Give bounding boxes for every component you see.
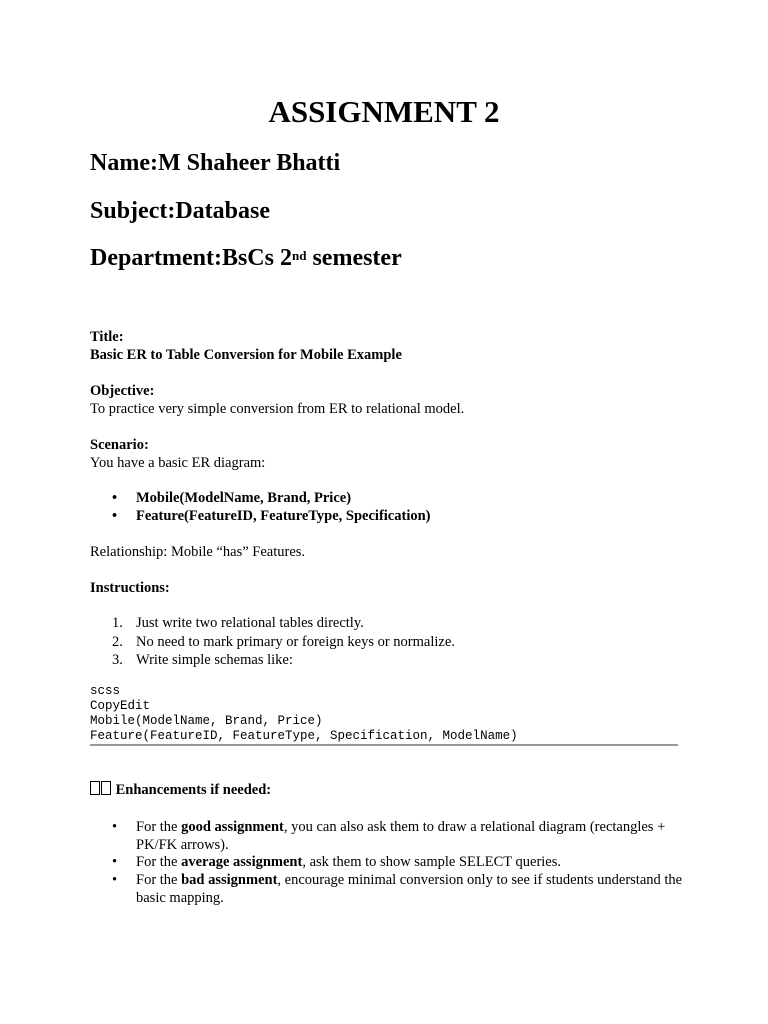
code-line-lang: scss [90, 684, 121, 698]
enhancement-suffix: , encourage minimal conversion only to see if students understand the basic mapping. [136, 872, 683, 906]
enhancement-suffix: , you can also ask them to draw a relational diagram (rectangles + PK/FK arrows). [136, 819, 666, 853]
title-value: Basic ER to Table Conversion for Mobile Example [90, 347, 402, 363]
code-line-mobile: Mobile(ModelName, Brand, Price) [90, 714, 323, 728]
bullet-icon: • [112, 508, 118, 524]
department-superscript: nd [291, 248, 307, 263]
enhancement-prefix: For the [136, 872, 182, 888]
enhancement-suffix: , ask them to show sample SELECT queries. [302, 854, 562, 870]
enhancement-text [136, 853, 692, 871]
relationship-text: Relationship: Mobile “has” Features. [90, 544, 306, 560]
department-semester: semester [306, 245, 402, 271]
entity-mobile: Mobile(ModelName, Brand, Price) [136, 490, 352, 506]
scenario-text: You have a basic ER diagram: [90, 455, 266, 471]
objective-label: Objective: [90, 383, 155, 399]
bullet-icon: • [112, 819, 118, 835]
enhancement-emphasis: average assignment [181, 854, 303, 870]
objective-text: To practice very simple conversion from ER to relational model. [90, 401, 465, 417]
department-line [90, 243, 402, 273]
scenario-label: Scenario: [90, 437, 149, 453]
bullet-icon: • [112, 854, 118, 870]
missing-glyph-icon [90, 782, 112, 798]
list-number: 2. [112, 634, 123, 650]
department-text: Department:BsCs 2 [90, 245, 292, 271]
enhancement-prefix: For the [136, 819, 182, 835]
code-line-copy: CopyEdit [90, 699, 151, 713]
entity-feature: Feature(FeatureID, FeatureType, Specification) [136, 508, 431, 524]
code-divider [90, 744, 678, 746]
student-name: Name:M Shaheer Bhatti [90, 150, 341, 176]
enhancement-text [136, 871, 692, 907]
list-number: 3. [112, 652, 123, 668]
enhancement-emphasis: bad assignment [181, 872, 278, 888]
instruction-text: Write simple schemas like: [136, 652, 293, 668]
instruction-text: Just write two relational tables directly. [136, 615, 364, 631]
enhancement-emphasis: good assignment [181, 819, 284, 835]
code-line-feature: Feature(FeatureID, FeatureType, Specification, ModelName) [90, 729, 518, 743]
page-title: ASSIGNMENT 2 [268, 94, 500, 129]
bullet-icon: • [112, 872, 118, 888]
instruction-text: No need to mark primary or foreign keys or normalize. [136, 634, 455, 650]
title-label: Title: [90, 329, 124, 345]
enhancement-prefix: For the [136, 854, 182, 870]
instructions-label: Instructions: [90, 580, 170, 596]
enhancements-heading [90, 781, 271, 799]
enhancements-label: Enhancements if needed: [115, 782, 272, 798]
subject-line: Subject:Database [90, 198, 270, 224]
list-number: 1. [112, 615, 123, 631]
enhancement-text [136, 818, 692, 854]
bullet-icon: • [112, 490, 118, 506]
